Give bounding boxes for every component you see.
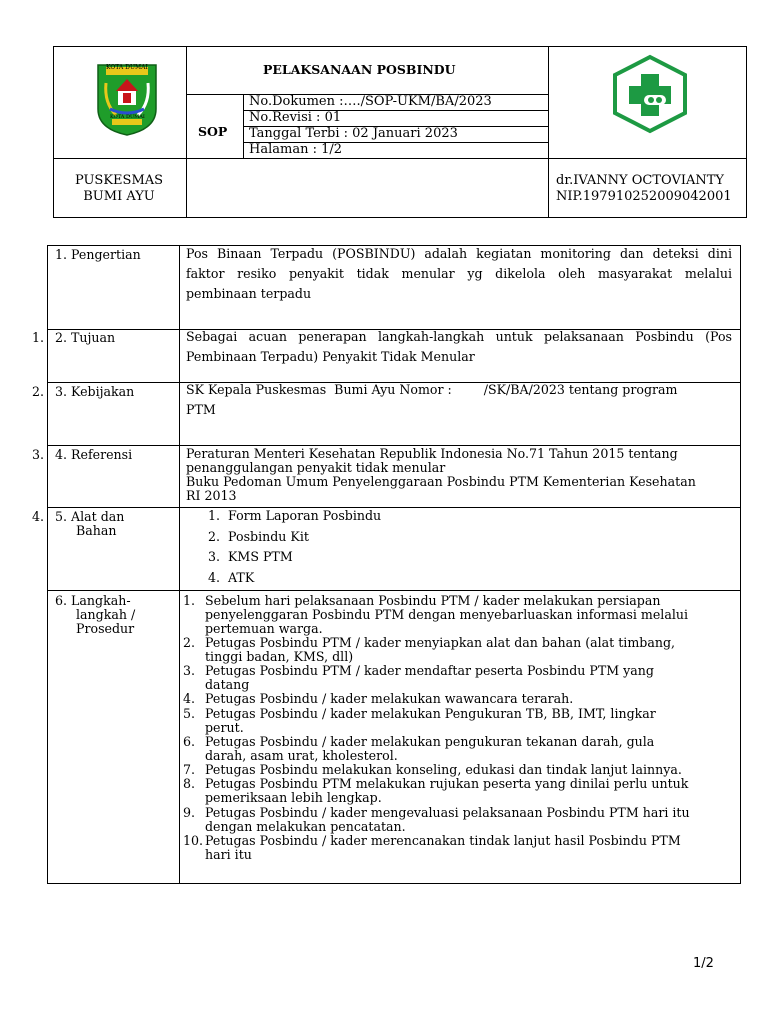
logo-top-text: KOTA DUMAI [106, 64, 148, 71]
referensi-text: Peraturan Menteri Kesehatan Republik Indonesia No.71 Tahun 2015 tentang penanggulangan penyakit tidak menular Buku Pedoman Umum Penyelenggaraan Posbindu PTM Kementerian Kesehatan RI 2013 [186, 446, 696, 503]
city-emblem-icon [96, 63, 158, 137]
signer-name: dr.IVANNY OCTOVIANTY [556, 173, 724, 188]
label-langkah-line-2: langkah / [76, 607, 136, 622]
outer-number-4: 4. [32, 509, 45, 524]
label-referensi: 4. Referensi [55, 447, 133, 462]
institution-line-2: BUMI AYU [83, 189, 155, 204]
tujuan-text: Sebagai acuan penerapan langkah-langkah untuk pelaksanaan Posbindu (Pos Pembinaan Terpadu) Penyakit Tidak Menular [186, 329, 732, 364]
pengertian-text: Pos Binaan Terpadu (POSBINDU) adalah kegiatan monitoring dan deteksi dini faktor resiko penyakit tidak menular yg dikelola oleh masyarakat melalui pembinaan terpadu [186, 246, 732, 301]
label-langkah-line-3: Prosedur [76, 621, 135, 636]
label-alat-line-1: 5. Alat dan [55, 509, 125, 524]
outer-number-1: 1. [32, 330, 45, 345]
label-kebijakan: 3. Kebijakan [55, 384, 135, 399]
tools-list [208, 509, 381, 591]
document-title: PELAKSANAAN POSBINDU [263, 62, 456, 77]
institution-line-1: PUSKESMAS [74, 173, 164, 188]
logo-bottom-text: KOTA DUMAI [110, 114, 145, 120]
doc-revision: No.Revisi : 01 [249, 110, 342, 125]
list-item: 3. KMS PTM [208, 549, 293, 564]
label-tujuan: 2. Tujuan [55, 330, 116, 345]
label-pengertian: 1. Pengertian [55, 247, 141, 262]
doc-number: No.Dokumen :…./SOP-UKM/BA/2023 [249, 94, 492, 109]
doc-date: Tanggal Terbi : 02 Januari 2023 [249, 126, 458, 141]
outer-number-2: 2. [32, 384, 45, 399]
list-item: 2. Posbindu Kit [208, 528, 309, 544]
list-item: 4. ATK [208, 569, 255, 585]
health-cross-icon [611, 54, 689, 134]
kebijakan-text: SK Kepala Puskesmas Bumi Ayu Nomor : /SK/BA/2023 tentang program PTM [186, 382, 678, 417]
signer-nip: NIP.197910252009042001 [556, 189, 732, 204]
sop-label: SOP [198, 124, 228, 139]
doc-page: Halaman : 1/2 [249, 142, 343, 157]
outer-number-3: 3. [32, 447, 45, 462]
list-item: 1. Form Laporan Posbindu [208, 508, 382, 523]
label-alat-line-2: Bahan [76, 523, 117, 538]
page-number: 1/2 [693, 956, 714, 971]
label-langkah-line-1: 6. Langkah- [55, 593, 131, 608]
